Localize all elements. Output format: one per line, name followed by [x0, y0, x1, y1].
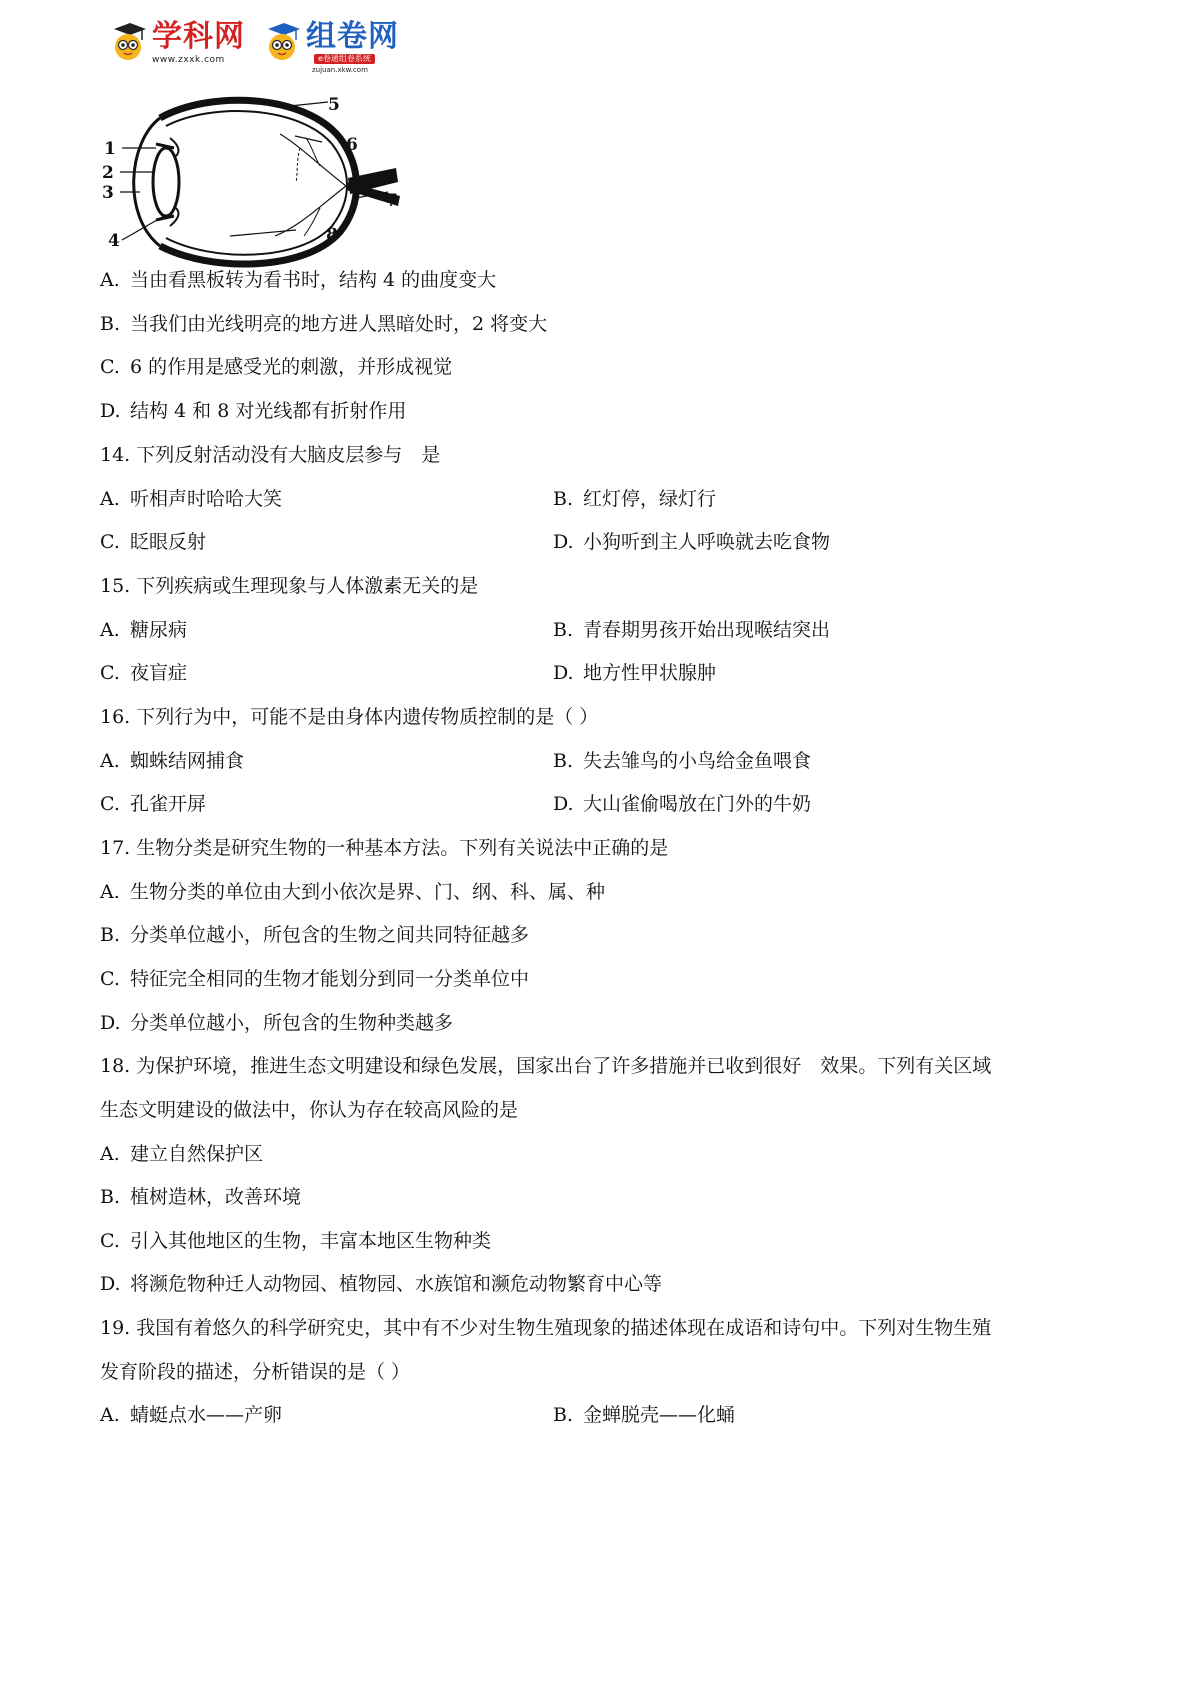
q17-option-b[interactable]: B. 分类单位越小，所包含的生物之间共同特征越多	[100, 924, 530, 946]
q16-stem: 16. 下列行为中，可能不是由身体内遗传物质控制的是（ ）	[100, 706, 599, 728]
eye-label-2: 2	[102, 163, 114, 183]
mascot-icon	[262, 20, 302, 64]
q13-option-c[interactable]: C. 6 的作用是感受光的刺激，并形成视觉	[100, 356, 453, 378]
q17-option-d[interactable]: D. 分类单位越小，所包含的生物种类越多	[100, 1012, 454, 1034]
eye-label-3: 3	[102, 183, 114, 203]
q15-option-a[interactable]: A. 糖尿病	[100, 619, 188, 641]
xuekewang-logo-url: www.zxxk.com	[152, 55, 225, 65]
q18-option-b[interactable]: B. 植树造林，改善环境	[100, 1186, 302, 1208]
q18-stem-line1: 18. 为保护环境，推进生态文明建设和绿色发展，国家出台了许多措施并已收到很好 效果。下列有关区域	[100, 1055, 992, 1077]
q17-stem: 17. 生物分类是研究生物的一种基本方法。下列有关说法中正确的是	[100, 837, 669, 859]
q18-option-c[interactable]: C. 引入其他地区的生物，丰富本地区生物种类	[100, 1230, 492, 1252]
q15-option-c[interactable]: C. 夜盲症	[100, 662, 188, 684]
q19-option-b[interactable]: B. 金蝉脱壳——化蛹	[553, 1404, 736, 1426]
mascot-icon	[108, 20, 148, 64]
zujuanwang-logo-title: 组卷网	[306, 19, 399, 54]
q14-option-d[interactable]: D. 小狗听到主人呼唤就去吃食物	[553, 531, 831, 553]
eye-label-7: 7	[386, 191, 398, 211]
eye-label-6: 6	[346, 135, 358, 155]
q19-stem-line2: 发育阶段的描述，分析错误的是（ ）	[100, 1361, 411, 1383]
eye-label-5: 5	[328, 95, 340, 115]
q13-option-b[interactable]: B. 当我们由光线明亮的地方进人黑暗处时，2 将变大	[100, 313, 548, 335]
q16-option-d[interactable]: D. 大山雀偷喝放在门外的牛奶	[553, 793, 812, 815]
q13-option-d[interactable]: D. 结构 4 和 8 对光线都有折射作用	[100, 400, 407, 422]
xuekewang-logo[interactable]	[108, 18, 248, 70]
q17-option-c[interactable]: C. 特征完全相同的生物才能划分到同一分类单位中	[100, 968, 530, 990]
q15-stem: 15. 下列疾病或生理现象与人体激素无关的是	[100, 575, 479, 597]
zujuanwang-logo-tagline: e卷通组卷系统	[314, 54, 375, 64]
q14-option-c[interactable]: C. 眨眼反射	[100, 531, 207, 553]
eye-label-8: 8	[326, 225, 338, 245]
q14-option-b[interactable]: B. 红灯停，绿灯行	[553, 488, 717, 510]
q15-option-b[interactable]: B. 青春期男孩开始出现喉结突出	[553, 619, 831, 641]
zujuanwang-logo-url: zujuan.xkw.com	[312, 66, 368, 74]
q14-option-a[interactable]: A. 听相声时哈哈大笑	[100, 488, 283, 510]
q16-option-c[interactable]: C. 孔雀开屏	[100, 793, 207, 815]
eye-structure-diagram	[100, 86, 410, 276]
q16-option-b[interactable]: B. 失去雏鸟的小鸟给金鱼喂食	[553, 750, 812, 772]
q16-option-a[interactable]: A. 蜘蛛结网捕食	[100, 750, 245, 772]
eye-diagram-svg	[100, 86, 410, 276]
q19-stem-line1: 19. 我国有着悠久的科学研究史，其中有不少对生物生殖现象的描述体现在成语和诗句中。下列对生物生殖	[100, 1317, 992, 1339]
zujuanwang-logo[interactable]	[262, 18, 412, 74]
q18-option-a[interactable]: A. 建立自然保护区	[100, 1143, 264, 1165]
q18-option-d[interactable]: D. 将濒危物种迁人动物园、植物园、水族馆和濒危动物繁育中心等	[100, 1273, 663, 1295]
xuekewang-logo-title: 学科网	[152, 19, 245, 54]
q15-option-d[interactable]: D. 地方性甲状腺肿	[553, 662, 717, 684]
eye-label-1: 1	[104, 139, 116, 159]
eye-label-4: 4	[108, 231, 120, 251]
q18-stem-line2: 生态文明建设的做法中，你认为存在较高风险的是	[100, 1099, 519, 1121]
q17-option-a[interactable]: A. 生物分类的单位由大到小依次是界、门、纲、科、属、种	[100, 881, 606, 903]
q13-option-a[interactable]: A. 当由看黑板转为看书时，结构 4 的曲度变大	[100, 269, 497, 291]
q14-stem: 14. 下列反射活动没有大脑皮层参与 是	[100, 444, 441, 466]
q19-option-a[interactable]: A. 蜻蜓点水——产卵	[100, 1404, 283, 1426]
